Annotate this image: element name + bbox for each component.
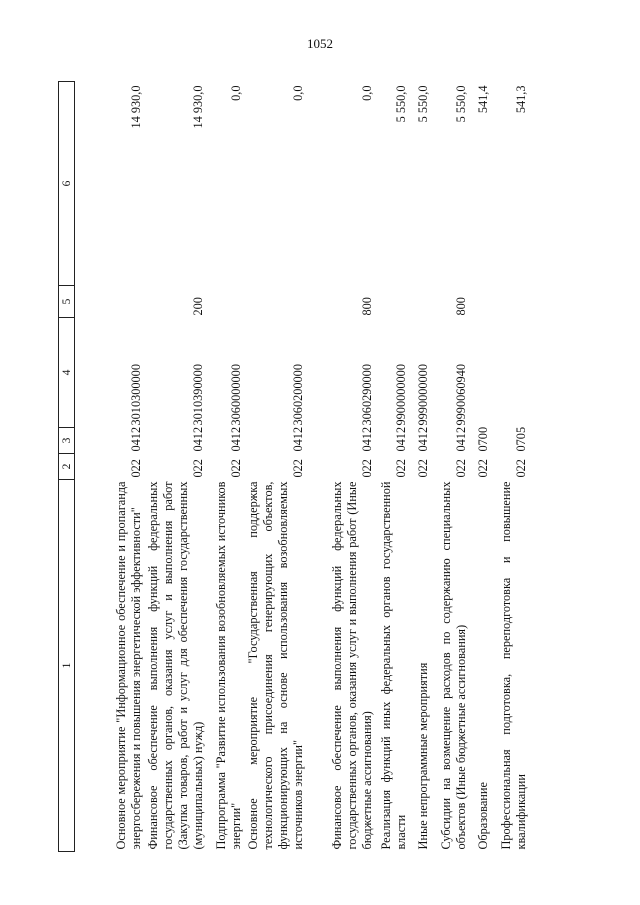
row-code: 022: [359, 459, 374, 478]
row-type: 200: [190, 297, 205, 316]
row-target: 9900000000: [393, 364, 408, 426]
table-row: [493, 82, 531, 852]
row-code: 022: [290, 459, 305, 478]
row-name: Финансовое обеспечение выполнения функций федеральных государственных органов, оказания услуг и выполнения работ (Иные бюджетные ассигнования): [329, 481, 374, 850]
row-type: [75, 286, 146, 318]
row-target: 9990060940: [453, 364, 468, 426]
row-amount: 14 930,0: [128, 85, 143, 129]
row-amount: 0,0: [228, 85, 243, 101]
row-section: 0412: [290, 426, 305, 452]
row-code: 022: [453, 459, 468, 478]
row-name: Подпрограмма "Развитие использования возобновляемых источников энергии": [213, 481, 243, 850]
row-code: 022: [475, 459, 490, 478]
table-row: [377, 82, 411, 852]
row-section: 0705: [513, 426, 528, 452]
table-row: [246, 82, 308, 852]
row-section: 0412: [190, 426, 205, 452]
row-target: 3010390000: [190, 364, 205, 426]
row-target: 3060200000: [290, 364, 305, 426]
row-type: [377, 286, 411, 318]
row-type: [471, 286, 493, 318]
row-amount: 14 930,0: [190, 85, 205, 129]
budget-table: [58, 81, 531, 852]
row-name: Основное мероприятие "Государственная поддержка технологического присоединения генерирующих объектов, функционирующих на основе использования возобновляемых источников энергии": [245, 481, 305, 850]
row-target: [471, 318, 493, 428]
table-row: [208, 82, 246, 852]
column-header-6: 6: [59, 82, 75, 286]
table-header-row: [59, 82, 75, 852]
row-amount: 0,0: [290, 85, 305, 101]
row-section: 0412: [359, 426, 374, 452]
row-section: 0412: [393, 426, 408, 452]
row-amount: 5 550,0: [393, 85, 408, 123]
column-header-1: 1: [59, 480, 75, 852]
row-target: 3010300000: [128, 364, 143, 426]
row-target: [493, 318, 531, 428]
row-amount: 5 550,0: [453, 85, 468, 123]
column-header-5: 5: [59, 286, 75, 318]
row-target: 3060000000: [228, 364, 243, 426]
row-type: [208, 286, 246, 318]
row-section: 0412: [453, 426, 468, 452]
row-section: 0412: [415, 426, 430, 452]
row-type: 800: [453, 297, 468, 316]
row-code: 022: [128, 459, 143, 478]
row-name: Основное мероприятие "Информационное обеспечение и пропаганда энергосбережения и повышения энергетической эффективности": [113, 481, 143, 850]
row-code: 022: [513, 459, 528, 478]
page-number: 1052: [307, 36, 333, 51]
column-header-3: 3: [59, 428, 75, 454]
row-type: [493, 286, 531, 318]
table-row: [75, 82, 146, 852]
table-row: [308, 82, 377, 852]
table-row: [433, 82, 471, 852]
row-code: 022: [393, 459, 408, 478]
table-row: [471, 82, 493, 852]
table-row: [411, 82, 433, 852]
row-code: 022: [415, 459, 430, 478]
row-amount: 541,4: [475, 85, 490, 114]
row-name: Финансовое обеспечение выполнения функций федеральных государственных органов, оказания услуг и выполнения работ (Закупка товаров, работ и услуг для обеспечения государственных (муниципальных) нужд): [145, 481, 205, 850]
row-section: 0700: [475, 426, 490, 452]
row-code: 022: [190, 459, 205, 478]
row-name: Иные непрограммные мероприятия: [415, 662, 430, 850]
row-name: Субсидии на возмещение расходов по содержанию специальных объектов (Иные бюджетные ассигнования): [438, 481, 468, 850]
row-name: Реализация функций иных федеральных органов государственной власти: [378, 481, 408, 850]
row-type: [411, 286, 433, 318]
row-name: Образование: [475, 782, 490, 850]
rotated-table-container: [58, 82, 640, 852]
row-code: 022: [228, 459, 243, 478]
row-type: 800: [359, 297, 374, 316]
row-section: 0412: [228, 426, 243, 452]
column-header-2: 2: [59, 454, 75, 480]
row-type: [246, 286, 308, 318]
row-target: 9990000000: [415, 364, 430, 426]
column-header-4: 4: [59, 318, 75, 428]
row-name: Профессиональная подготовка, переподготовка и повышение квалификации: [498, 481, 528, 850]
row-amount: 5 550,0: [415, 85, 430, 123]
table-row: [146, 82, 208, 852]
row-target: 3060290000: [359, 364, 374, 426]
row-section: 0412: [128, 426, 143, 452]
row-amount: 0,0: [359, 85, 374, 101]
row-amount: 541,3: [513, 85, 528, 114]
